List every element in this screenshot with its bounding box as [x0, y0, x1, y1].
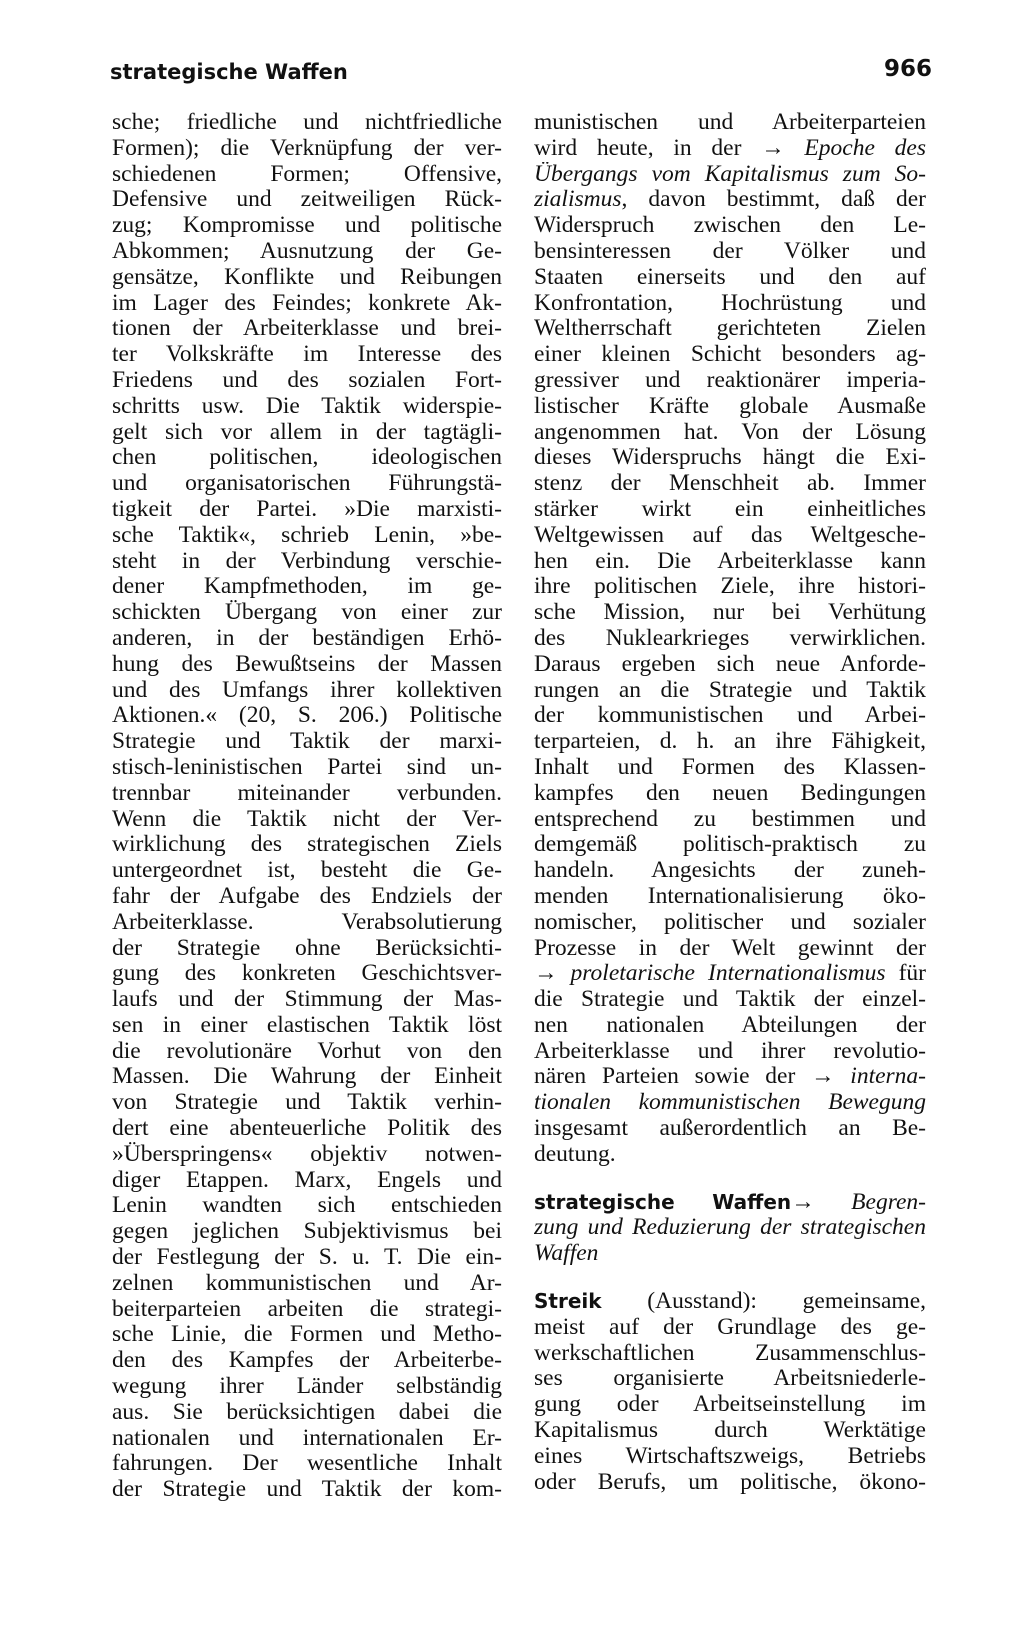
text-line: der Strategie ohne Berücksichti-	[112, 935, 502, 961]
text-line: Weltherrschaft gerichteten Zielen	[534, 316, 926, 342]
text-line: meist auf der Grundlage des ge-	[534, 1314, 926, 1340]
text-line: werkschaftlichen Zusammenschlus-	[534, 1340, 926, 1366]
cross-reference-link[interactable]: interna-	[834, 1064, 926, 1090]
text-line	[534, 961, 926, 987]
text-line: gensätze, Konflikte und Reibungen	[112, 264, 502, 290]
text-line: Strategie und Taktik der marxi-	[112, 729, 502, 755]
text-run: (Ausstand): gemeinsame,	[601, 1289, 926, 1315]
cross-reference-link[interactable]: Übergangs vom Kapitalismus zum So-	[534, 161, 926, 187]
text-line: untergeordnet ist, besteht die Ge-	[112, 858, 502, 884]
text-line: steht in der Verbindung verschie-	[112, 548, 502, 574]
text-line: aus. Sie berücksichtigen dabei die	[112, 1399, 502, 1425]
text-line: die Strategie und Taktik der einzel-	[534, 987, 926, 1013]
text-line: sche Mission, nur bei Verhütung	[534, 600, 926, 626]
cross-reference-arrow-icon: →	[811, 1064, 835, 1090]
text-line: terparteien, d. h. an ihre Fähigkeit,	[534, 729, 926, 755]
text-line: diger Etappen. Marx, Engels und	[112, 1167, 502, 1193]
text-line: fahrungen. Der wesentliche Inhalt	[112, 1451, 502, 1477]
text-line: oder Berufs, um politische, ökono-	[534, 1469, 926, 1495]
entry-gap	[534, 1168, 926, 1190]
text-line: Formen); die Verknüpfung der ver-	[112, 135, 502, 161]
cross-reference-link[interactable]: zialismus	[534, 187, 622, 213]
text-line: den des Kampfes der Arbeiterbe-	[112, 1348, 502, 1374]
text-line: Aktionen.« (20, S. 206.) Politische	[112, 703, 502, 729]
cross-reference-link[interactable]: Epoche des	[784, 135, 926, 161]
text-line: bensinteressen der Völker und	[534, 238, 926, 264]
text-line: im Lager des Feindes; konkrete Ak-	[112, 290, 502, 316]
text-line: einer kleinen Schicht besonders ag-	[534, 342, 926, 368]
text-line: Kapitalismus durch Werktätige	[534, 1418, 926, 1444]
text-line: Massen. Die Wahrung der Einheit	[112, 1064, 502, 1090]
text-line: stisch-leninistischen Partei sind un-	[112, 754, 502, 780]
text-line: Defensive und zeitweiligen Rück-	[112, 187, 502, 213]
right-column	[534, 110, 926, 1495]
text-run: für	[885, 961, 926, 987]
text-line: die revolutionäre Vorhut von den	[112, 1038, 502, 1064]
text-run: , davon bestimmt, daß der	[621, 187, 926, 213]
cross-reference-arrow-icon: →	[534, 961, 558, 987]
text-line	[534, 136, 926, 162]
text-run: nären Parteien sowie der	[534, 1064, 812, 1090]
cross-reference-link[interactable]: Begren-	[814, 1189, 926, 1215]
text-line: schiedenen Formen; Offensive,	[112, 161, 502, 187]
text-line: entsprechend zu bestimmen und	[534, 806, 926, 832]
text-line: dieses Widerspruchs hängt die Exi-	[534, 445, 926, 471]
text-line: Daraus ergeben sich neue Anforde-	[534, 651, 926, 677]
text-line: trennbar miteinander verbunden.	[112, 780, 502, 806]
text-line: Prozesse in der Welt gewinnt der	[534, 935, 926, 961]
text-line: demgemäß politisch-praktisch zu	[534, 832, 926, 858]
text-line: zug; Kompromisse und politische	[112, 213, 502, 239]
text-line: sche Linie, die Formen und Metho-	[112, 1322, 502, 1348]
text-line: Inhalt und Formen des Klassen-	[534, 754, 926, 780]
text-line: gung des konkreten Geschichtsver-	[112, 961, 502, 987]
cross-reference-link[interactable]: zung und Reduzierung der strategischen	[534, 1215, 926, 1241]
text-line: gegen jeglichen Subjektivismus bei	[112, 1219, 502, 1245]
text-line: schickten Übergang von einer zur	[112, 600, 502, 626]
text-line: Widerspruch zwischen den Le-	[534, 213, 926, 239]
text-line: Friedens und des sozialen Fort-	[112, 367, 502, 393]
text-line: nen nationalen Abteilungen der	[534, 1012, 926, 1038]
text-line: chen politischen, ideologischen	[112, 445, 502, 471]
text-line: sche Taktik«, schrieb Lenin, »be-	[112, 522, 502, 548]
text-line: stenz der Menschheit ab. Immer	[534, 471, 926, 497]
text-line: des Nuklearkrieges verwirklichen.	[534, 625, 926, 651]
text-line: tionen der Arbeiterklasse und brei-	[112, 316, 502, 342]
text-line: stärker wirkt ein einheitliches	[534, 496, 926, 522]
cross-reference-arrow-icon: →	[791, 1189, 815, 1215]
running-head: strategische Waffen	[110, 60, 348, 84]
text-line: kampfes den neuen Bedingungen	[534, 780, 926, 806]
text-line: hen ein. Die Arbeiterklasse kann	[534, 548, 926, 574]
text-line: wirklichung des strategischen Ziels	[112, 832, 502, 858]
text-line: nomischer, politischer und sozialer	[534, 909, 926, 935]
text-line: der Festlegung der S. u. T. Die ein-	[112, 1245, 502, 1271]
text-line	[534, 1064, 926, 1090]
text-line: ses organisierte Arbeitsniederle-	[534, 1366, 926, 1392]
text-line: Arbeiterklasse und ihrer revolutio-	[534, 1038, 926, 1064]
cross-reference-link[interactable]: proletarische Internationalismus	[557, 961, 886, 987]
entry-strategische-waffen	[534, 1190, 926, 1216]
text-line: gelt sich vor allem in der tagtägli-	[112, 419, 502, 445]
text-line: ihre politischen Ziele, ihre histori-	[534, 574, 926, 600]
text-line: Lenin wandten sich entschieden	[112, 1193, 502, 1219]
entry-headword: Streik	[534, 1289, 602, 1314]
entry-streik	[534, 1289, 926, 1315]
cross-reference-link[interactable]: tionalen kommunistischen Bewegung	[534, 1090, 926, 1116]
text-line: gressiver und reaktionärer imperia-	[534, 367, 926, 393]
text-line: Staaten einerseits und den auf	[534, 264, 926, 290]
text-line: beiterparteien arbeiten die strategi-	[112, 1296, 502, 1322]
text-line: der Strategie und Taktik der kom-	[112, 1477, 502, 1503]
text-line: schritts usw. Die Taktik widerspie-	[112, 393, 502, 419]
text-line: hung des Bewußtseins der Massen	[112, 651, 502, 677]
cross-reference-link[interactable]: Waffen	[534, 1241, 599, 1267]
text-line: fahr der Aufgabe des Endziels der	[112, 883, 502, 909]
entry-headword: strategische Waffen	[534, 1189, 792, 1214]
text-line: gung oder Arbeitseinstellung im	[534, 1392, 926, 1418]
text-line: Abkommen; Ausnutzung der Ge-	[112, 238, 502, 264]
text-line: zelnen kommunistischen und Ar-	[112, 1270, 502, 1296]
text-line: deutung.	[534, 1141, 616, 1167]
text-line: sche; friedliche und nichtfriedliche	[112, 110, 502, 135]
text-line: sen in einer elastischen Taktik löst	[112, 1012, 502, 1038]
text-line	[534, 187, 926, 213]
text-line: insgesamt außerordentlich an Be-	[534, 1116, 926, 1142]
text-line: Konfrontation, Hochrüstung und	[534, 290, 926, 316]
text-line: Arbeiterklasse. Verabsolutierung	[112, 909, 502, 935]
text-line: angenommen hat. Von der Lösung	[534, 419, 926, 445]
text-line: listischer Kräfte globale Ausmaße	[534, 393, 926, 419]
text-line: »Überspringens« objektiv notwen-	[112, 1141, 502, 1167]
left-column	[112, 110, 502, 1503]
text-line: anderen, in der beständigen Erhö-	[112, 625, 502, 651]
text-line: der kommunistischen und Arbei-	[534, 703, 926, 729]
page-number: 966	[883, 56, 932, 82]
text-line: eines Wirtschaftszweigs, Betriebs	[534, 1443, 926, 1469]
text-line: nationalen und internationalen Er-	[112, 1425, 502, 1451]
text-line: ter Volkskräfte im Interesse des	[112, 342, 502, 368]
text-line: von Strategie und Taktik verhin-	[112, 1090, 502, 1116]
text-line: munistischen und Arbeiterparteien	[534, 110, 926, 135]
text-line: dert eine abenteuerliche Politik des	[112, 1116, 502, 1142]
text-line: tigkeit der Partei. »Die marxisti-	[112, 496, 502, 522]
text-line: handeln. Angesichts der zuneh-	[534, 858, 926, 884]
text-line: wegung ihrer Länder selbständig	[112, 1374, 502, 1400]
text-line: und organisatorischen Führungstä-	[112, 471, 502, 497]
cross-reference-arrow-icon: →	[761, 135, 785, 161]
text-line: dener Kampfmethoden, im ge-	[112, 574, 502, 600]
text-line: laufs und der Stimmung der Mas-	[112, 987, 502, 1013]
text-line: Weltgewissen auf das Weltgesche-	[534, 522, 926, 548]
text-run: wird heute, in der	[534, 135, 762, 161]
text-line: menden Internationalisierung öko-	[534, 883, 926, 909]
entry-gap	[534, 1267, 926, 1289]
text-line: und des Umfangs ihrer kollektiven	[112, 677, 502, 703]
text-line: rungen an die Strategie und Taktik	[534, 677, 926, 703]
text-line: Wenn die Taktik nicht der Ver-	[112, 806, 502, 832]
